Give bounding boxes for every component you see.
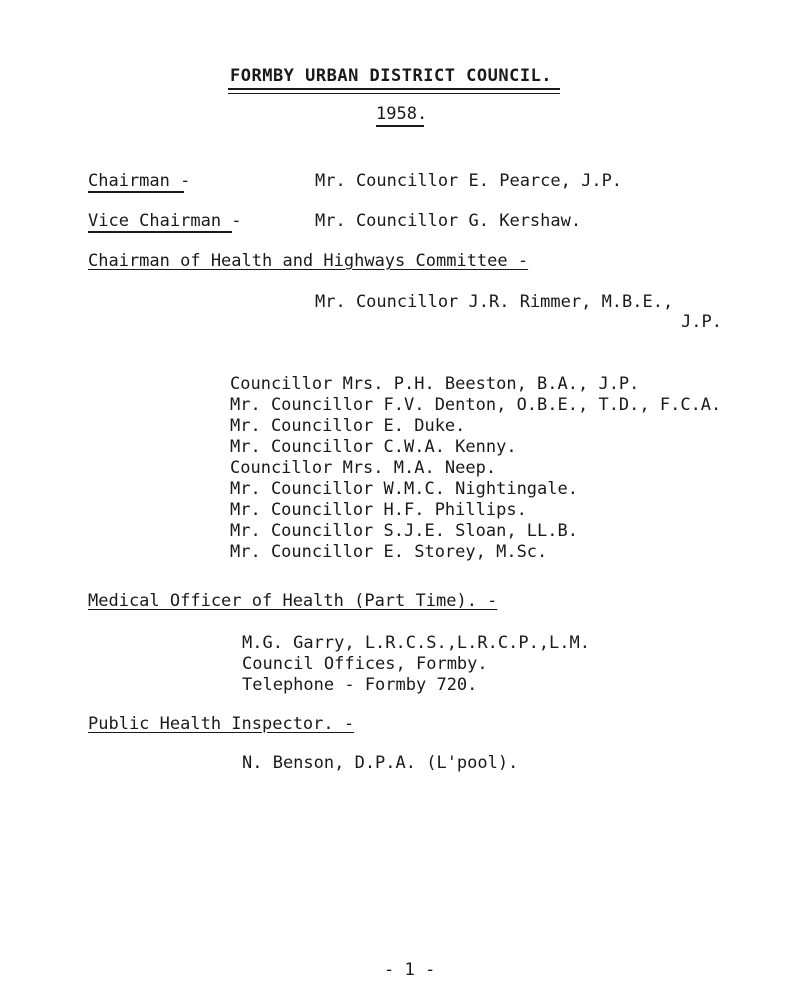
document-year: 1958. xyxy=(376,104,428,124)
councillor-item: Mr. Councillor C.W.A. Kenny. xyxy=(230,437,517,457)
medical-officer-telephone: Telephone - Formby 720. xyxy=(242,675,478,695)
document-title: FORMBY URBAN DISTRICT COUNCIL. xyxy=(230,66,553,86)
medical-officer-address: Council Offices, Formby. xyxy=(242,654,488,674)
councillor-item: Mr. Councillor F.V. Denton, O.B.E., T.D., F.C.A. xyxy=(230,395,722,415)
page-number: - 1 - xyxy=(384,960,436,980)
councillor-item: Mr. Councillor H.F. Phillips. xyxy=(230,500,527,520)
title-underline-second xyxy=(228,93,560,94)
councillor-item: Mr. Councillor W.M.C. Nightingale. xyxy=(230,479,578,499)
title-underline xyxy=(228,88,560,90)
councillor-item: Mr. Councillor E. Storey, M.Sc. xyxy=(230,542,548,562)
medical-officer-name: M.G. Garry, L.R.C.S.,L.R.C.P.,L.M. xyxy=(242,633,590,653)
chairman-label: Chairman - xyxy=(88,171,191,191)
health-chairman-name-cont: J.P. xyxy=(681,312,722,332)
year-underline xyxy=(376,125,424,127)
councillor-item: Councillor Mrs. M.A. Neep. xyxy=(230,458,497,478)
chairman-label-underline xyxy=(88,191,184,193)
health-chairman-label: Chairman of Health and Highways Committee - xyxy=(88,251,529,271)
vice-chairman-label-underline xyxy=(88,231,232,233)
chairman-name: Mr. Councillor E. Pearce, J.P. xyxy=(315,171,623,191)
councillor-item: Mr. Councillor S.J.E. Sloan, LL.B. xyxy=(230,521,578,541)
vice-chairman-name: Mr. Councillor G. Kershaw. xyxy=(315,211,582,231)
councillor-item: Councillor Mrs. P.H. Beeston, B.A., J.P. xyxy=(230,374,640,394)
health-chairman-name: Mr. Councillor J.R. Rimmer, M.B.E., xyxy=(315,292,674,312)
health-inspector-name: N. Benson, D.P.A. (L'pool). xyxy=(242,753,519,773)
health-inspector-heading: Public Health Inspector. - xyxy=(88,714,355,734)
vice-chairman-label: Vice Chairman - xyxy=(88,211,242,231)
councillor-item: Mr. Councillor E. Duke. xyxy=(230,416,466,436)
medical-officer-heading: Medical Officer of Health (Part Time). - xyxy=(88,591,498,611)
